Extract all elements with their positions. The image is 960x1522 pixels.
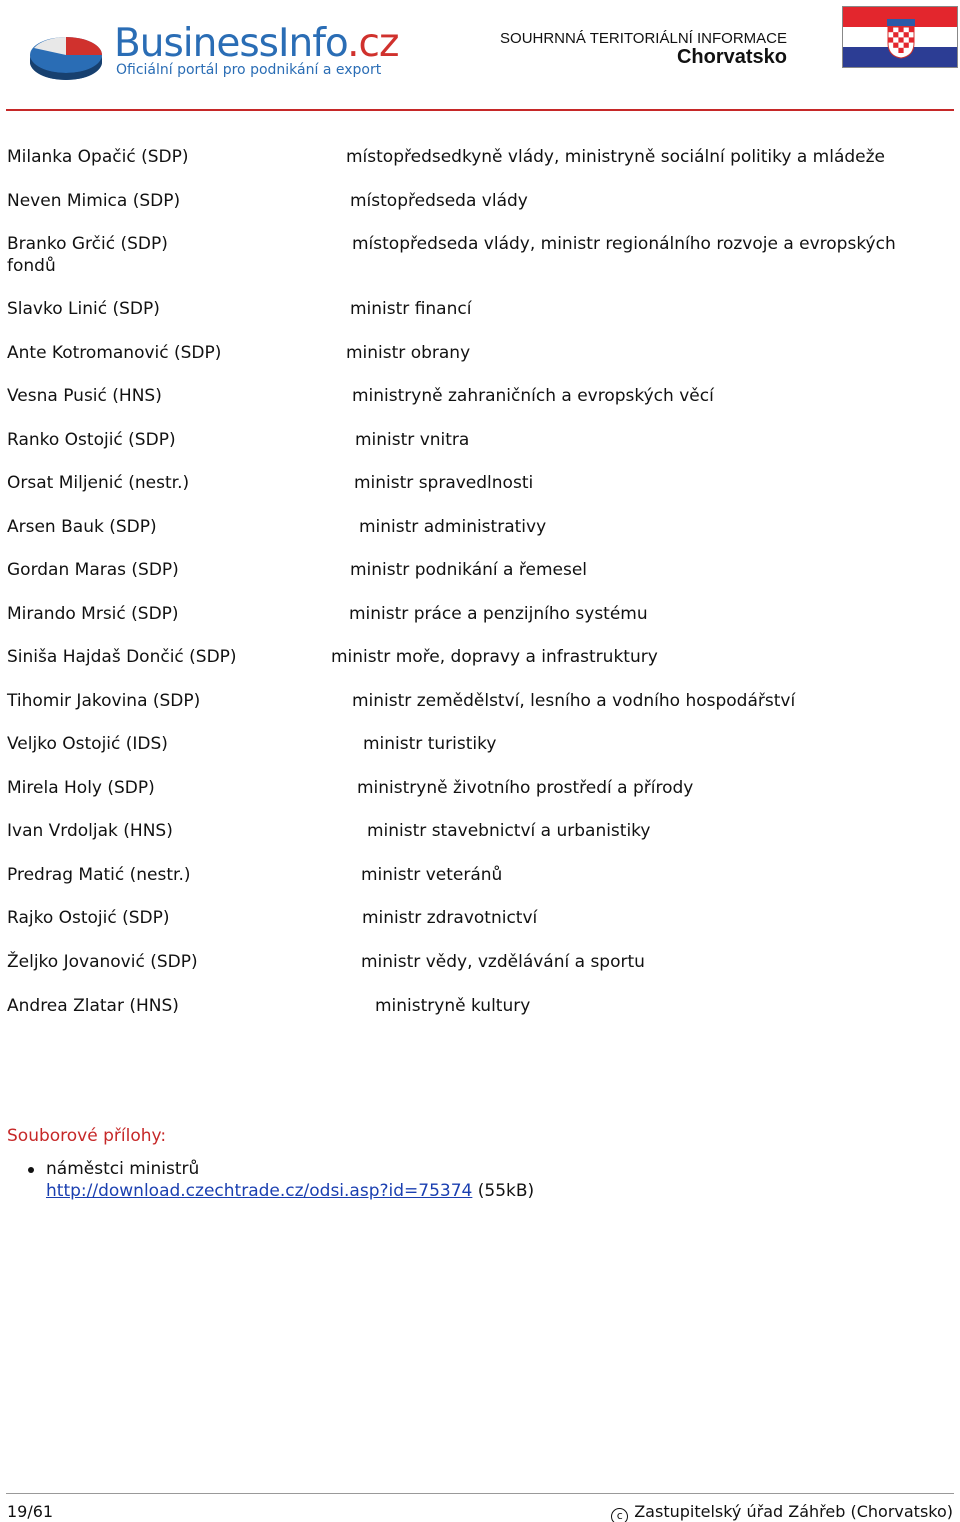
- coat-of-arms-icon: [887, 19, 915, 59]
- minister-role: místopředseda vlády: [350, 191, 528, 211]
- logo-wordmark: BusinessInfo.cz: [114, 21, 399, 66]
- document-kicker: SOUHRNNÁ TERITORIÁLNÍ INFORMACE: [500, 30, 787, 47]
- minister-name: Neven Mimica (SDP): [7, 191, 181, 211]
- list-item: [28, 1158, 728, 1202]
- minister-role: ministr administrativy: [359, 517, 547, 537]
- minister-role: ministr zemědělství, lesního a vodního hospodářství: [352, 691, 796, 711]
- minister-name: Branko Grčić (SDP): [7, 234, 168, 254]
- minister-name: Željko Jovanović (SDP): [7, 952, 198, 972]
- minister-role: ministr práce a penzijního systému: [349, 604, 648, 624]
- minister-name: Slavko Linić (SDP): [7, 299, 160, 319]
- logo-tagline: Oficiální portál pro podnikání a export: [116, 62, 382, 78]
- minister-name: Mirela Holy (SDP): [7, 778, 155, 798]
- footer-credit: [611, 1502, 953, 1522]
- minister-name: Ranko Ostojić (SDP): [7, 430, 176, 450]
- minister-name: Milanka Opačić (SDP): [7, 147, 189, 167]
- minister-name: Ivan Vrdoljak (HNS): [7, 821, 173, 841]
- minister-name-continued: fondů: [7, 256, 56, 276]
- logo-disc-icon: [28, 28, 108, 82]
- copyright-icon: c: [611, 1508, 628, 1522]
- minister-role: ministryně životního prostředí a přírody: [357, 778, 694, 798]
- minister-name: Veljko Ostojić (IDS): [7, 734, 168, 754]
- minister-name: Vesna Pusić (HNS): [7, 386, 162, 406]
- minister-name: Gordan Maras (SDP): [7, 560, 179, 580]
- minister-role: ministr moře, dopravy a infrastruktury: [331, 647, 658, 667]
- minister-name: Siniša Hajdaš Dončić (SDP): [7, 647, 237, 667]
- attachments-list: [28, 1158, 728, 1202]
- attachment-label: náměstci ministrů: [46, 1159, 200, 1179]
- minister-role: ministryně kultury: [375, 996, 531, 1016]
- minister-role: místopředseda vlády, ministr regionálního rozvoje a evropských: [352, 234, 896, 254]
- minister-name: Andrea Zlatar (HNS): [7, 996, 179, 1016]
- minister-role: ministr turistiky: [363, 734, 497, 754]
- page-header: [0, 0, 960, 110]
- page-number: 19/61: [7, 1502, 54, 1521]
- minister-name: Orsat Miljenić (nestr.): [7, 473, 190, 493]
- minister-role: ministr obrany: [346, 343, 471, 363]
- minister-name: Arsen Bauk (SDP): [7, 517, 157, 537]
- bullet-icon: [28, 1167, 34, 1173]
- minister-role: ministr vědy, vzdělávání a sportu: [361, 952, 645, 972]
- minister-name: Tihomir Jakovina (SDP): [7, 691, 201, 711]
- minister-role: místopředsedkyně vlády, ministryně sociální politiky a mládeže: [346, 147, 886, 167]
- attachment-link[interactable]: http://download.czechtrade.cz/odsi.asp?id=75374: [46, 1181, 473, 1201]
- minister-role: ministryně zahraničních a evropských věcí: [352, 386, 714, 406]
- minister-role: ministr financí: [350, 299, 472, 319]
- minister-name: Rajko Ostojić (SDP): [7, 908, 170, 928]
- header-divider: [6, 109, 954, 111]
- attachment-size: (55kB): [477, 1181, 535, 1201]
- minister-name: Mirando Mrsić (SDP): [7, 604, 179, 624]
- businessinfo-logo[interactable]: [28, 20, 399, 82]
- minister-name: Ante Kotromanović (SDP): [7, 343, 222, 363]
- minister-role: ministr podnikání a řemesel: [350, 560, 587, 580]
- document-country: Chorvatsko: [676, 46, 787, 68]
- minister-role: ministr stavebnictví a urbanistiky: [367, 821, 651, 841]
- minister-role: ministr spravedlnosti: [354, 473, 534, 493]
- minister-role: ministr veteránů: [361, 865, 503, 885]
- footer-divider: [6, 1493, 954, 1494]
- croatia-flag-icon: [842, 6, 958, 68]
- minister-name: Predrag Matić (nestr.): [7, 865, 191, 885]
- footer-credit-text: Zastupitelský úřad Záhřeb (Chorvatsko): [634, 1502, 953, 1521]
- attachments-heading: Souborové přílohy:: [7, 1126, 167, 1146]
- minister-role: ministr vnitra: [355, 430, 470, 450]
- minister-role: ministr zdravotnictví: [362, 908, 538, 928]
